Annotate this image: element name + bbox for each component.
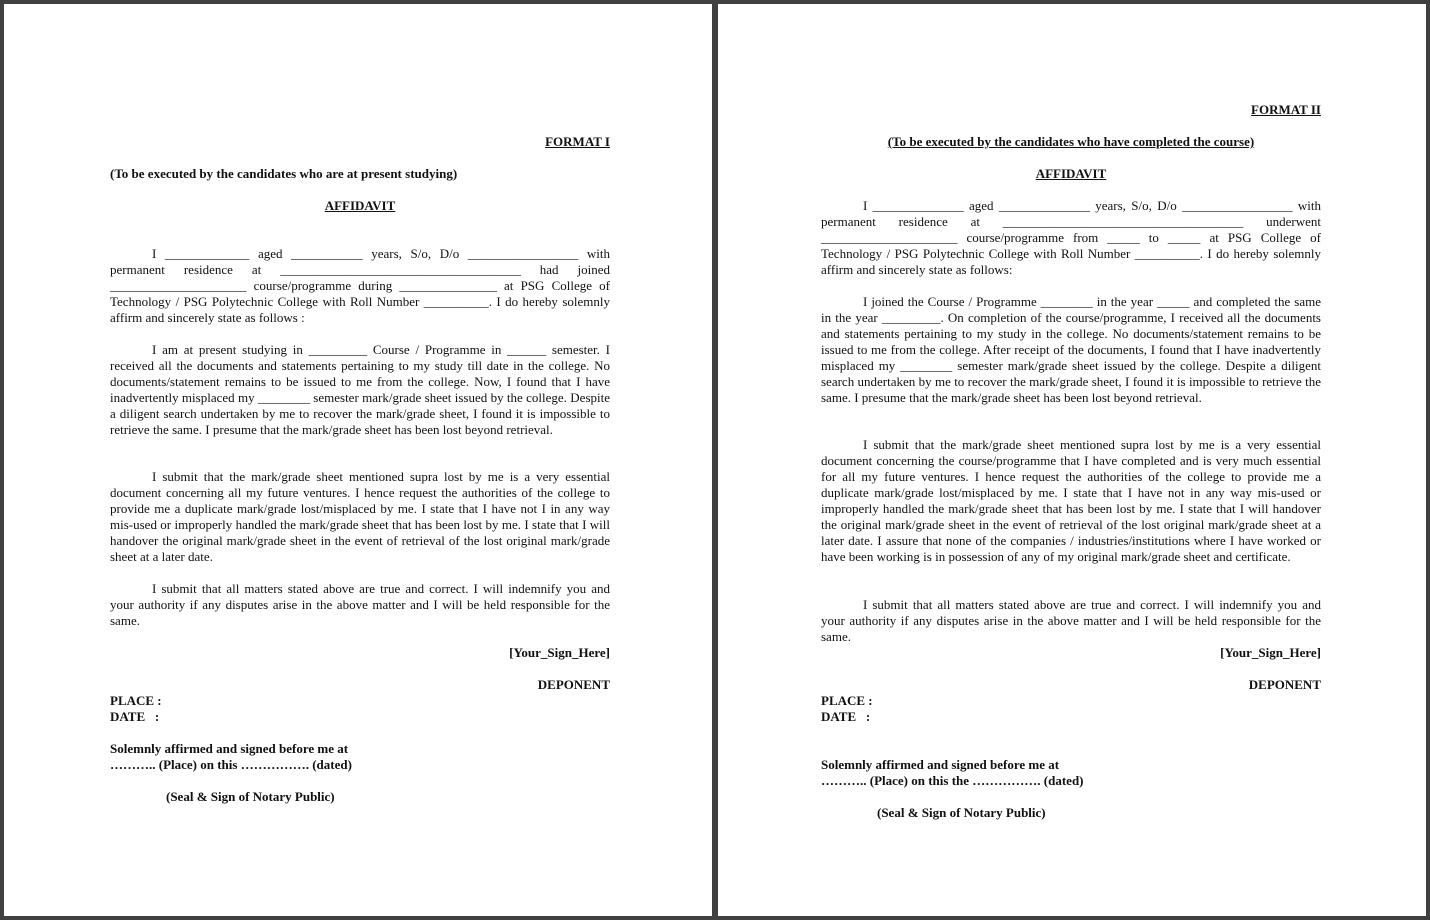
- format-1-heading: AFFIDAVIT: [324, 198, 396, 213]
- format-2-intro: I ______________ aged ______________ years, S/o, D/o _________________ with permanent residence at _____________________________________ underwent _____________________ course/programme from _____ to _____ at PSG College of Technology / PSG Polytechnic College with Roll Number __________. I do hereby solemnly affirm and sincerely state as follows:: [821, 198, 1321, 277]
- format-2-title: FORMAT II: [1251, 102, 1321, 117]
- format-1-affirmed-line2: ……….. (Place) on this ……………. (dated): [110, 757, 352, 772]
- format-1-date: DATE :: [110, 709, 160, 724]
- format-2-affirmed-line2: ……….. (Place) on this the ……………. (dated): [821, 773, 1084, 788]
- format-1-affirmed-line1: Solemnly affirmed and signed before me at: [110, 741, 349, 756]
- format-1-place: PLACE :: [110, 693, 162, 708]
- format-2-deponent: DEPONENT: [1248, 677, 1321, 692]
- document-page-1: [4, 4, 712, 916]
- format-2-date: DATE :: [821, 709, 871, 724]
- format-2-heading: AFFIDAVIT: [1035, 166, 1107, 181]
- document-page-2: [718, 4, 1426, 916]
- format-2-para3: I submit that all matters stated above are true and correct. I will indemnify you and your authority if any disputes arise in the above matter and I will be held responsible for the same.: [821, 597, 1321, 644]
- format-2-affirmed-line1: Solemnly affirmed and signed before me at: [821, 757, 1060, 772]
- format-1-para3: I submit that all matters stated above are true and correct. I will indemnify you and your authority if any disputes arise in the above matter and I will be held responsible for the same.: [110, 581, 610, 628]
- format-1-title: FORMAT I: [545, 134, 610, 149]
- format-2-subtitle: (To be executed by the candidates who have completed the course): [887, 134, 1255, 149]
- format-1-subtitle: (To be executed by the candidates who are at present studying): [110, 166, 458, 181]
- format-2-seal: (Seal & Sign of Notary Public): [877, 805, 1046, 820]
- format-2-para2: I submit that the mark/grade sheet mentioned supra lost by me is a very essential document concerning the course/programme that I have completed and is very much essential for all my future ventures. I hence request the authorities of the college to provide me a duplicate mark/grade lost/misplaced by me. I state that I have not in any way mis-used or improperly handled the mark/grade sheet that has been lost by me. I state that I will handover the original mark/grade sheet in the event of retrieval of the lost original mark/grade sheet at a later date. I assure that none of the companies / industries/institutions where I have worked or have been working is in possession of any of my original mark/grade sheet and certificate.: [821, 437, 1321, 564]
- format-1-para2: I submit that the mark/grade sheet mentioned supra lost by me is a very essential document concerning all my future ventures. I hence request the authorities of the college to provide me a duplicate mark/grade lost/misplaced by me. I state that I have not I in any way mis-used or improperly handled the mark/grade sheet that has been lost by me. I state that I will handover the original mark/grade sheet in the event of retrieval of the lost original mark/grade sheet at a later date.: [110, 469, 610, 564]
- format-2-sign: [Your_Sign_Here]: [1220, 645, 1321, 660]
- format-1-para1: I am at present studying in _________ Course / Programme in ______ semester. I received all the documents and statements pertaining to my study till date in the college. No documents/statement remains to be issued to me from the college. Now, I found that I have inadvertently misplaced my ________ semester mark/grade sheet issued by the college. Despite a diligent search undertaken by me to recover the mark/grade sheet, I found it is impossible to retrieve the same. I presume that the mark/grade sheet has been lost beyond retrieval.: [110, 342, 610, 437]
- format-2-place: PLACE :: [821, 693, 873, 708]
- format-1-deponent: DEPONENT: [537, 677, 610, 692]
- format-1-intro: I _____________ aged ___________ years, S/o, D/o _________________ with permanent residence at _____________________________________ had joined _____________________ course/programme during _______________ at PSG College of Technology / PSG Polytechnic College with Roll Number __________. I do hereby solemnly affirm and sincerely state as follows :: [110, 246, 610, 325]
- format-1-sign: [Your_Sign_Here]: [509, 645, 610, 660]
- format-2-para1: I joined the Course / Programme ________ in the year _____ and completed the same in the year _________. On completion of the course/programme, I received all the documents and statements pertaining to my study in the college. No documents/statement remains to be issued to me from the college. After receipt of the documents, I found that I have inadvertently misplaced my ________ semester mark/grade sheet issued by the college. Despite a diligent search undertaken by me to recover the mark/grade sheet, I found it is impossible to retrieve the same. I presume that the mark/grade sheet has been lost beyond retrieval.: [821, 294, 1321, 405]
- format-1-seal: (Seal & Sign of Notary Public): [166, 789, 335, 804]
